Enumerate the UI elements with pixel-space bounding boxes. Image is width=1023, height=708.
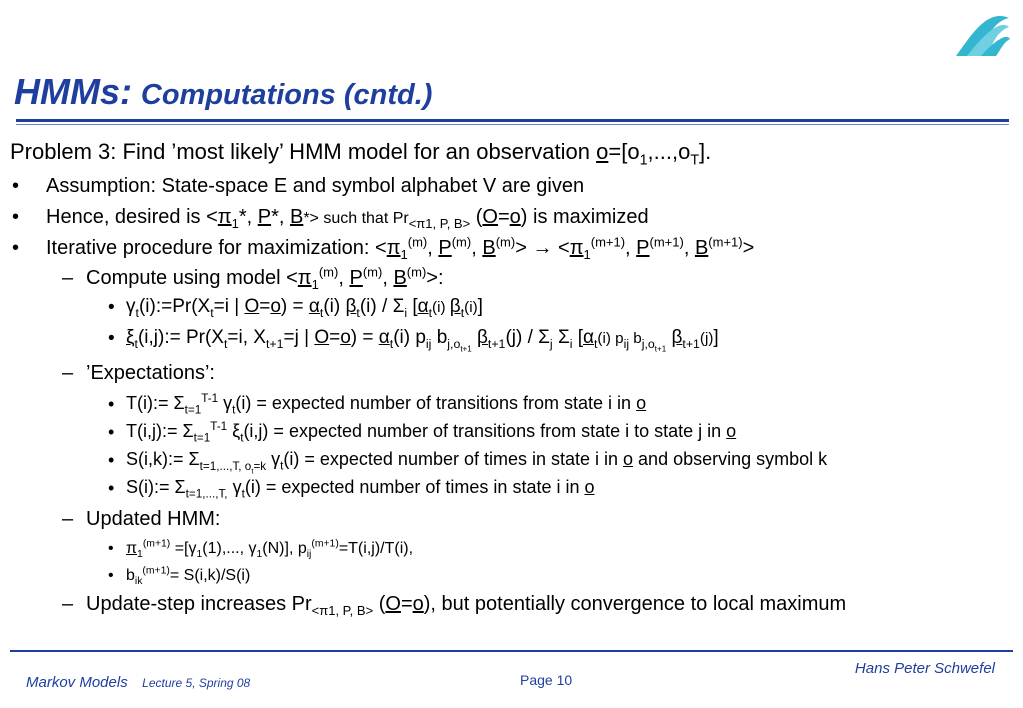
sub: j	[549, 336, 553, 351]
obs-o: o	[596, 139, 609, 164]
sub: 1	[583, 247, 591, 262]
pi-symbol: π	[217, 206, 232, 228]
text: >	[515, 237, 527, 259]
wave-logo-icon	[953, 10, 1011, 60]
obs-mid: ,...,o	[647, 139, 691, 164]
text: j,o	[447, 336, 461, 351]
sub: t+1	[654, 344, 667, 354]
text: ) is maximized	[520, 206, 649, 228]
P-symbol: P	[438, 237, 452, 259]
title-main: HMMs:	[14, 71, 132, 112]
text: ,	[683, 237, 695, 259]
title-rule-thin	[16, 124, 1009, 125]
text: (i) = expected number of transitions from state i in	[235, 393, 637, 413]
sub-expectations: ’Expectations’:	[86, 362, 215, 384]
sub	[641, 336, 667, 354]
text: *> such that Pr	[303, 210, 409, 227]
bullet-dot	[12, 206, 19, 229]
sub: t+1	[682, 336, 700, 351]
gamma-symbol: γ	[232, 477, 242, 497]
sup: (m)	[406, 264, 427, 280]
text: T(i,j):=	[126, 421, 183, 441]
text: ,	[625, 237, 637, 259]
text: =	[259, 296, 271, 317]
text: =	[400, 593, 413, 615]
beta-symbol: β	[476, 327, 488, 348]
sub: i	[404, 305, 408, 320]
pi-symbol: π	[297, 267, 312, 289]
sub: 1	[256, 549, 263, 561]
expect-S-ik	[126, 449, 828, 475]
sub: t	[223, 336, 228, 351]
sub: t	[593, 336, 598, 351]
problem-label: Problem 3:	[10, 139, 117, 164]
text: Update-step increases Pr	[86, 593, 312, 615]
P-symbol: P	[636, 237, 650, 259]
text: and observing symbol k	[633, 449, 828, 469]
text: [	[407, 296, 418, 317]
text: (i) /	[359, 296, 393, 317]
sup: (m+1)	[311, 538, 339, 550]
dash-marker	[62, 267, 73, 290]
text: = S(i,k)/S(i)	[169, 567, 251, 584]
text: (1),...,	[202, 540, 249, 557]
sub: t	[241, 487, 245, 501]
sub: ij	[306, 549, 312, 561]
gamma-symbol: γ	[271, 449, 281, 469]
sup: (m+1)	[142, 565, 170, 577]
o-symbol: o	[340, 327, 351, 348]
beta-symbol: β	[671, 327, 683, 348]
text: S(i,k):=	[126, 449, 189, 469]
text: =T(i,j)/T(i),	[338, 540, 414, 557]
text: ]	[713, 327, 719, 348]
pi-symbol: π	[386, 237, 401, 259]
text: S(i):=	[126, 477, 175, 497]
sub: 1	[400, 247, 408, 262]
text: (i):=Pr(X	[138, 296, 211, 317]
footer-lecture: Lecture 5, Spring 08	[142, 676, 251, 690]
sub: t	[319, 305, 324, 320]
pi-symbol: π	[126, 540, 138, 557]
sub: ij	[623, 336, 630, 351]
bullet-dot	[108, 450, 114, 471]
bullet-assumption: Assumption: State-space E and symbol alphabet V are given	[46, 175, 585, 197]
text: (	[470, 206, 483, 228]
text: [	[572, 327, 583, 348]
sup: (m)	[318, 264, 339, 280]
text: (i)	[432, 299, 450, 316]
o-symbol: o	[623, 449, 634, 469]
dash-marker	[62, 593, 73, 616]
o-symbol: o	[412, 593, 424, 615]
obs-eq: =[o	[608, 139, 640, 164]
sub: t	[232, 403, 236, 417]
bullet-dot	[108, 297, 115, 319]
text: Compute using model <	[86, 267, 298, 289]
arrow-right-icon: →	[532, 237, 553, 259]
text: ) =	[280, 296, 309, 317]
obs-end: ].	[699, 139, 712, 164]
text: =	[497, 206, 510, 228]
footer-author: Hans Peter Schwefel	[854, 660, 995, 677]
sub: t	[460, 305, 465, 320]
B-symbol: B	[482, 237, 496, 259]
text: (i,j):= Pr(X	[137, 327, 224, 348]
sigma-symbol: Σ	[173, 393, 185, 413]
slide-title	[14, 71, 433, 112]
dash-marker	[62, 508, 73, 531]
footer-rule	[10, 650, 1013, 652]
title-rule	[16, 119, 1009, 122]
bullet-dot	[108, 422, 114, 443]
O-symbol: O	[385, 593, 401, 615]
B-symbol: B	[393, 267, 407, 289]
text: =k	[253, 459, 267, 473]
title-sub: Computations (cntd.)	[140, 79, 433, 111]
sup: T-1	[201, 392, 219, 405]
sigma-symbol: Σ	[182, 421, 194, 441]
text: j,o	[641, 336, 655, 351]
sub: t+1	[265, 336, 284, 351]
text: t=1,...,T, o	[199, 459, 252, 473]
bullet-iterative: Iterative procedure for maximization: $<\pi_1^{(m)}$, $P^{(m)}$, $B^{(m)}> \to <\pi_1^{(m+1)}$, $P^{(m+1)}$, $B^{(m+1)}>$	[46, 234, 755, 262]
sub-updated: Updated HMM:	[86, 508, 221, 530]
sup: (m)	[407, 234, 428, 250]
sub: <π1, P, B>	[311, 603, 374, 618]
sub: ij	[425, 336, 432, 351]
sub: t	[389, 336, 394, 351]
o-symbol: o	[726, 421, 737, 441]
text: (i,j) = expected number of transitions from state i to state j in	[243, 421, 727, 441]
problem-text: Find ’most likely’ HMM model for an observation	[122, 139, 590, 164]
text: Hence, desired is <	[46, 206, 218, 228]
text: =[	[170, 540, 189, 557]
text: >:	[426, 267, 444, 289]
text: (i) = expected number of times in state i in	[244, 477, 585, 497]
text: =i, X	[227, 327, 266, 348]
sub	[200, 460, 266, 473]
gamma-symbol: γ	[188, 540, 197, 557]
bullet-dot	[108, 394, 114, 415]
text: ,	[338, 267, 350, 289]
sub: t	[356, 305, 360, 320]
sub: t	[428, 305, 433, 320]
sub: t	[210, 305, 214, 320]
sub: t=1,...,T,	[185, 487, 228, 501]
sub: t=1	[193, 431, 211, 445]
update-b	[126, 565, 251, 588]
bullet-hence	[46, 206, 649, 231]
pi-symbol: π	[569, 237, 584, 259]
alpha-symbol: α	[308, 296, 320, 317]
sup: (m+1)	[590, 234, 626, 250]
sub: ik	[134, 576, 143, 588]
bullet-dot	[108, 478, 114, 499]
sub	[447, 336, 472, 354]
text: (	[373, 593, 386, 615]
text: Iterative procedure for maximization: <	[46, 237, 387, 259]
P-symbol: P	[349, 267, 363, 289]
bullet-dot	[12, 237, 19, 260]
text: ,	[471, 237, 483, 259]
sup: (m+1)	[142, 538, 171, 550]
sub: t=1	[184, 403, 202, 417]
sigma-symbol: Σ	[557, 327, 570, 348]
sup: T-1	[210, 420, 228, 433]
problem-line	[10, 139, 712, 169]
text: *,	[271, 206, 290, 228]
text: ]	[477, 296, 483, 317]
text: (i) = expected number of times in state i in	[283, 449, 624, 469]
xi-symbol: ξ	[126, 327, 135, 348]
sub: t	[251, 465, 254, 475]
text: =j |	[283, 327, 315, 348]
o-symbol: o	[270, 296, 281, 317]
sub: t+1	[487, 336, 506, 351]
gamma-symbol: γ	[126, 296, 136, 317]
text: (i)	[323, 296, 346, 317]
sigma-symbol: Σ	[392, 296, 405, 317]
O-symbol: O	[314, 327, 330, 348]
dash-marker	[62, 362, 73, 385]
sub: 1	[137, 549, 143, 561]
bullet-dot	[108, 540, 114, 558]
sub-update-step	[86, 593, 847, 618]
sub: i	[569, 336, 573, 351]
alpha-symbol: α	[583, 327, 594, 348]
text: >	[742, 237, 755, 259]
text: ,	[382, 267, 394, 289]
sup: (m+1)	[708, 234, 743, 250]
sup: (m)	[362, 264, 383, 280]
O-symbol: O	[482, 206, 498, 228]
sub: t	[240, 431, 244, 445]
text: =	[329, 327, 341, 348]
expect-T-ij	[126, 420, 737, 445]
sigma-symbol: Σ	[174, 477, 186, 497]
bullet-dot	[12, 175, 19, 198]
alpha-symbol: α	[378, 327, 390, 348]
text: b	[431, 327, 448, 348]
text: ) =	[350, 327, 379, 348]
text: =i |	[213, 296, 245, 317]
sub: 1	[196, 549, 203, 561]
text: (i) p	[393, 327, 426, 348]
O-symbol: O	[244, 296, 260, 317]
sub: 1	[311, 277, 319, 292]
sup: (m)	[495, 234, 516, 250]
sub: t	[135, 305, 139, 320]
sub-compute	[86, 264, 444, 292]
text: b	[126, 567, 135, 584]
formula-xi: $\xi_t(i,j):= Pr(X_t=i$, $X_{t+1}=j$ | $O=o) = \alpha_t(i)$ $p_{ij}$ $b_{j,o_{t+1}}$ $\beta_{t+1}(j) / \Sigma_j$ $\Sigma_i$ [$\alpha_t(i)$ $p_{ij}$ $b_{j,o_{t+1}}$ $\beta_{t+1}(j)$]	[126, 327, 719, 354]
xi-symbol: ξ	[232, 421, 241, 441]
footer-page-number: Page 10	[520, 672, 573, 688]
sub: t	[280, 459, 284, 473]
update-pi	[126, 538, 414, 561]
bullet-dot	[108, 567, 114, 585]
beta-symbol: β	[449, 296, 461, 317]
expect-S-i	[126, 477, 595, 501]
obs-sub-T: T	[690, 152, 700, 169]
formula-gamma: $\gamma_t(i):=Pr(X_t=i$ | $O=o) = \alpha_t(i)$ $\beta_t(i) / \Sigma_i$ [$\alpha_t(i)$ $\beta_t(i)$]	[126, 296, 483, 320]
alpha-symbol: α	[417, 296, 429, 317]
sup: (m)	[451, 234, 472, 250]
sub: <π1, P, B>	[408, 216, 471, 231]
obs-sub-1: 1	[639, 152, 648, 169]
text: ,	[427, 237, 439, 259]
sub: t+1	[460, 344, 472, 354]
o-symbol: o	[509, 206, 521, 228]
B-symbol: B	[694, 237, 709, 259]
sup: (m+1)	[649, 234, 684, 250]
gamma-symbol: γ	[248, 540, 257, 557]
B-symbol: B	[289, 206, 304, 228]
footer-course	[26, 674, 250, 692]
sub: 1	[231, 216, 239, 231]
text: (N)], p	[262, 540, 307, 557]
footer-course-title: Markov Models	[26, 674, 128, 691]
expect-T-i	[126, 392, 647, 417]
sub: t	[134, 336, 138, 351]
P-symbol: P	[257, 206, 272, 228]
sigma-symbol: Σ	[188, 449, 200, 469]
o-symbol: o	[584, 477, 595, 497]
sigma-symbol: Σ	[538, 327, 550, 348]
text: *,	[238, 206, 258, 228]
gamma-symbol: γ	[223, 393, 233, 413]
text: (j) /	[505, 327, 539, 348]
text: T(i):=	[126, 393, 174, 413]
bullet-dot	[108, 328, 115, 350]
text: ), but potentially convergence to local maximum	[423, 593, 847, 615]
beta-symbol: β	[345, 296, 357, 317]
o-symbol: o	[636, 393, 647, 413]
